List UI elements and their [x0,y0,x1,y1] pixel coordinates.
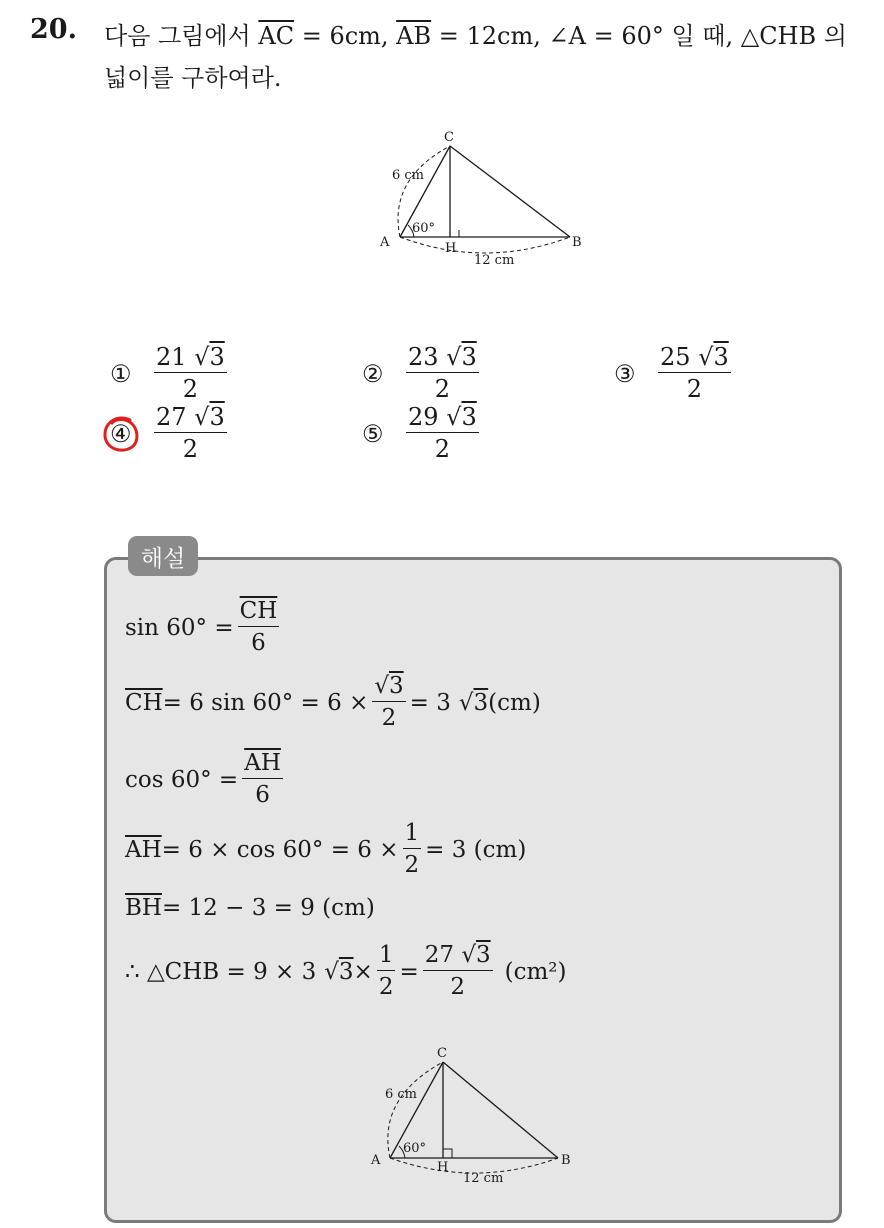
side-label-6cm: 6 cm [385,1087,418,1102]
text: = 3 (cm) [425,836,527,863]
solution-line-5 [125,895,375,921]
radicand: 3 [473,689,489,716]
choice-3[interactable] [614,344,731,403]
triangle-figure-bottom [365,1040,585,1190]
text: = [399,958,419,985]
choice-marker: ④ [110,419,132,448]
fraction: $\frac{\overline{AH}}{6}$ [244,750,281,808]
label-c: C [444,130,454,145]
solution-line-1 [125,598,283,657]
choice-fraction: $\frac{23 √3}{2}$ [408,343,477,403]
question-text-part: = 6cm, [294,22,397,50]
question-line-2: 넓이를 구하여라. [104,64,282,92]
question-text-part: 다음 그림에서 [104,22,259,50]
answer-circle-mark [100,414,142,456]
choice-1[interactable] [110,344,227,403]
text: = 6 sin 60° = 6 × [162,689,369,716]
segment-ab: $\overline{AB}$ [396,22,432,50]
text: × [353,958,373,985]
radicand: 3 [338,958,354,985]
fraction: $\frac{√3}{2}$ [374,673,404,731]
text: = 6 × cos 60° = 6 × [161,836,399,863]
side-label-6cm: 6 cm [392,168,425,183]
unit: (cm²) [504,958,567,985]
label-a: A [371,1153,381,1168]
segment-ac: $\overline{AC}$ [258,22,295,50]
solution-line-3 [125,750,287,809]
choice-marker: ② [362,359,384,388]
choice-fraction: $\frac{25 √3}{2}$ [660,343,729,403]
base-label-12cm: 12 cm [474,253,515,268]
choice-5[interactable] [362,404,479,463]
angle-label-60: 60° [412,221,436,236]
angle-label-60: 60° [403,1141,427,1156]
fraction: $\frac{\overline{CH}}{6}$ [239,598,278,656]
choice-fraction: $\frac{27 √3}{2}$ [156,403,225,463]
base-label-12cm: 12 cm [463,1171,504,1186]
label-a: A [380,235,390,250]
choice-marker: ③ [614,359,636,388]
fraction: $\frac{1}{2}$ [378,942,394,1000]
question-line-1 [104,16,847,51]
segment-ah: $\overline{AH}$ [125,836,162,863]
triangle-figure-top [370,124,590,274]
label-b: B [561,1153,571,1168]
fraction: $\frac{1}{2}$ [404,820,420,878]
solution-line-4 [125,820,526,879]
choice-2[interactable] [362,344,479,403]
label-h: H [437,1160,449,1175]
question-number: 20. [30,14,77,45]
text: = 3 [409,689,451,716]
choice-fraction: $\frac{21 √3}{2}$ [156,343,225,403]
solution-line-2: $\overline{CH}$ = 6 sin 60° = 6 × $\frac{√3}{2}$ = 3 √ 3 (cm) [125,673,541,731]
choice-marker: ⑤ [362,419,384,448]
choice-marker: ① [110,359,132,388]
text: = 12 − 3 = 9 (cm) [161,895,375,921]
text: ∴ △CHB = 9 × 3 [125,958,317,985]
label-b: B [572,235,582,250]
solution-line-6: ∴ △CHB = 9 × 3 √ 3 × $\frac{1}{2}$ = $\frac{27 √3}{2}$ (cm²) [125,942,567,1000]
choice-fraction: $\frac{29 √3}{2}$ [408,403,477,463]
label-h: H [445,241,457,256]
fraction: $\frac{27 √3}{2}$ [424,942,491,1000]
label-c: C [437,1046,447,1061]
text: sin 60° = [125,614,234,641]
segment-bh: $\overline{BH}$ [125,895,162,921]
question-text-part: = 12cm, ∠A = 60° 일 때, △CHB 의 [431,22,847,50]
text: cos 60° = [125,766,239,793]
unit: (cm) [488,689,541,716]
solution-tab: 해설 [128,536,198,576]
segment-ch: $\overline{CH}$ [125,689,163,716]
